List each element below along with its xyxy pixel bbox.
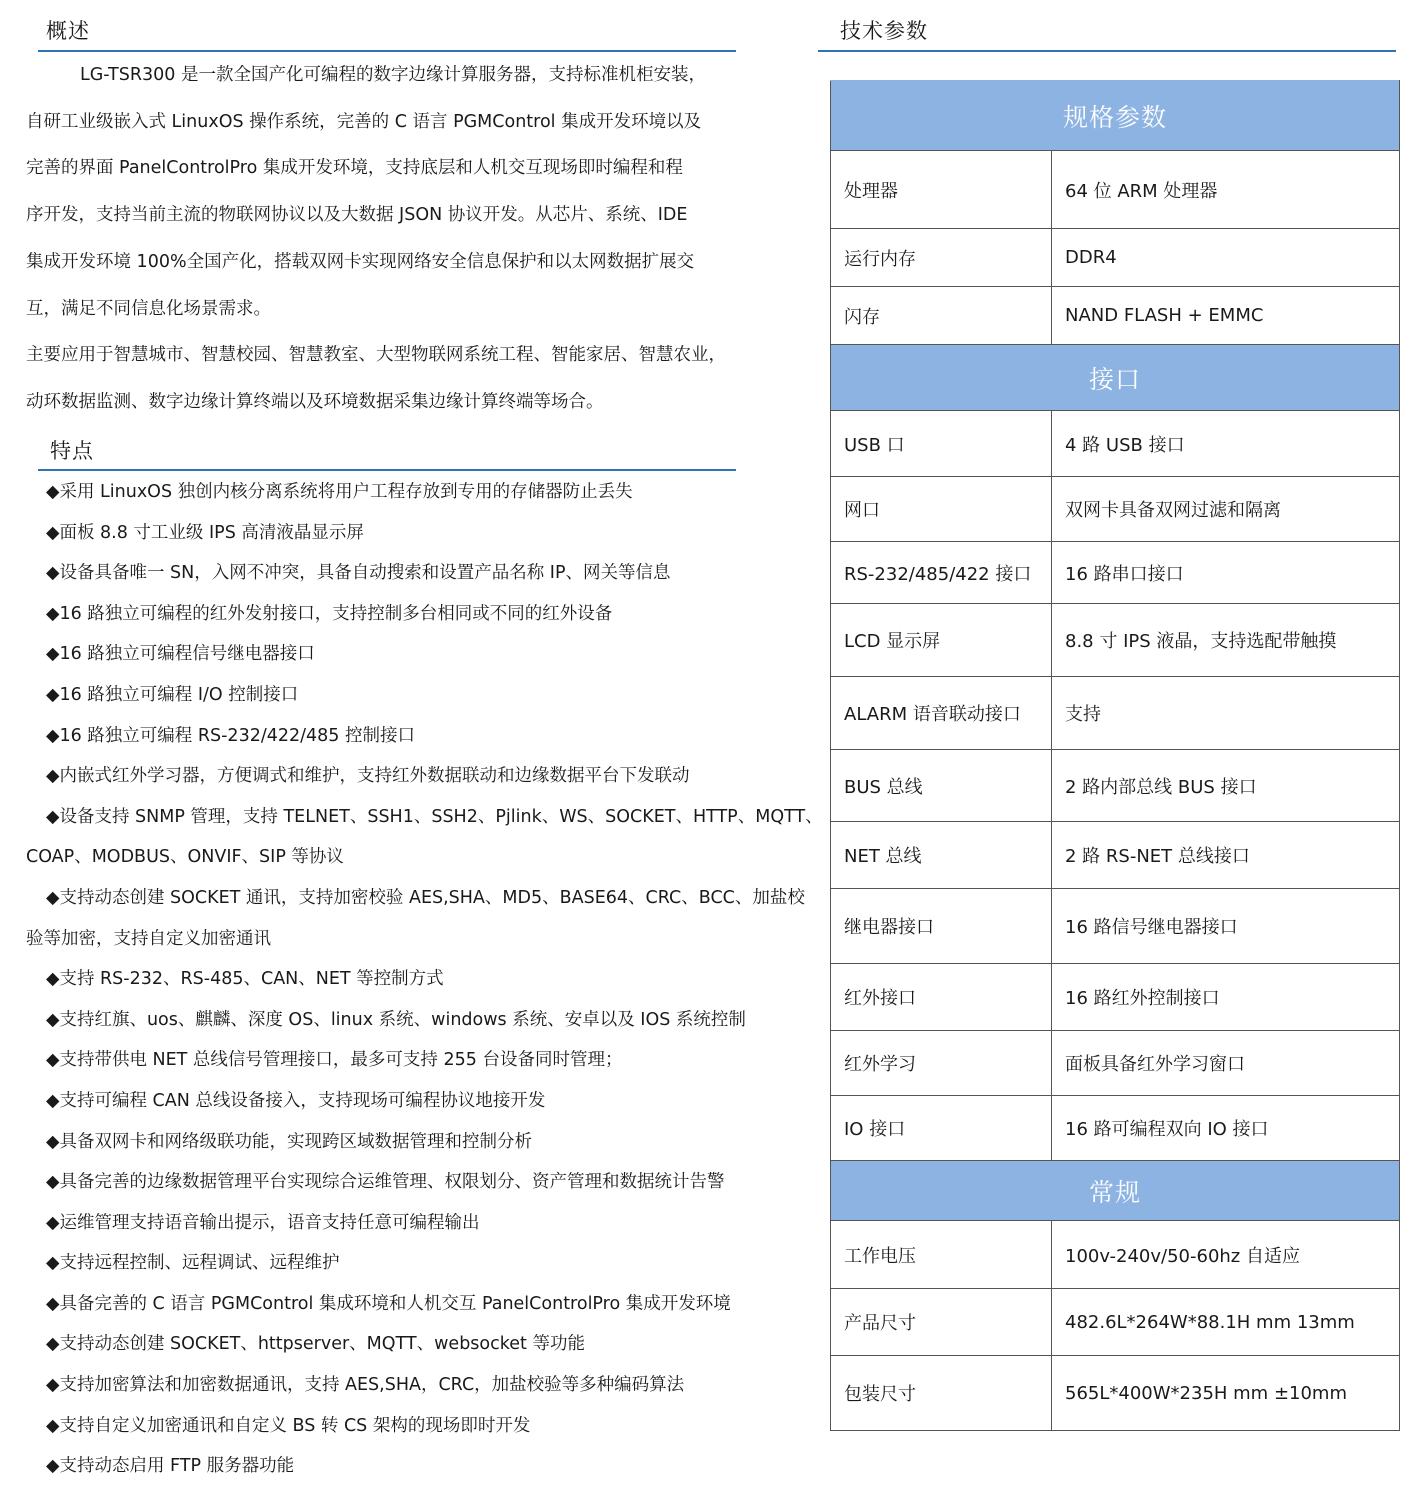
feature-item: ◆支持动态启用 FTP 服务器功能 bbox=[46, 1456, 295, 1477]
table-row bbox=[831, 889, 1400, 964]
param-value: 16 路串口接口 bbox=[1052, 542, 1400, 604]
table-row bbox=[831, 411, 1400, 477]
feature-item: ◆支持加密算法和加密数据通讯，支持 AES,SHA，CRC，加盐校验等多种编码算法 bbox=[46, 1375, 685, 1396]
feature-item: ◆支持 RS-232、RS-485、CAN、NET 等控制方式 bbox=[46, 969, 444, 990]
feature-item: ◆支持远程控制、远程调试、远程维护 bbox=[46, 1253, 340, 1274]
features-list bbox=[26, 472, 823, 1487]
param-name: ALARM 语音联动接口 bbox=[831, 677, 1052, 750]
overview-line: 自研工业级嵌入式 LinuxOS 操作系统，完善的 C 语言 PGMControl 集成开发环境以及 bbox=[26, 111, 702, 132]
param-name: USB 口 bbox=[831, 411, 1052, 477]
application-line: 动环数据监测、数字边缘计算终端以及环境数据采集边缘计算终端等场合。 bbox=[26, 391, 604, 412]
param-name: RS-232/485/422 接口 bbox=[831, 542, 1052, 604]
overview-line: 互，满足不同信息化场景需求。 bbox=[26, 298, 271, 319]
param-value: 100v-240v/50-60hz 自适应 bbox=[1052, 1221, 1400, 1289]
param-name: BUS 总线 bbox=[831, 750, 1052, 822]
table-row bbox=[831, 151, 1400, 229]
table-row bbox=[831, 542, 1400, 604]
feature-item: ◆支持可编程 CAN 总线设备接入，支持现场可编程协议地接开发 bbox=[46, 1090, 546, 1111]
table-row bbox=[831, 677, 1400, 750]
table-row bbox=[831, 1096, 1400, 1161]
param-value: 4 路 USB 接口 bbox=[1052, 411, 1400, 477]
param-value: 16 路可编程双向 IO 接口 bbox=[1052, 1096, 1400, 1161]
param-value: 8.8 寸 IPS 液晶，支持选配带触摸 bbox=[1052, 604, 1400, 677]
feature-item: ◆设备具备唯一 SN，入网不冲突，具备自动搜索和设置产品名称 IP、网关等信息 bbox=[46, 563, 671, 584]
param-name: 红外学习 bbox=[831, 1031, 1052, 1096]
param-value: 565L*400W*235H mm ±10mm bbox=[1052, 1356, 1400, 1431]
feature-item: ◆具备双网卡和网络级联功能，实现跨区域数据管理和控制分析 bbox=[46, 1131, 532, 1152]
spec-table bbox=[830, 80, 1400, 1431]
overview-paragraph bbox=[26, 52, 806, 426]
param-value: 2 路 RS-NET 总线接口 bbox=[1052, 822, 1400, 889]
param-name: NET 总线 bbox=[831, 822, 1052, 889]
param-value: 2 路内部总线 BUS 接口 bbox=[1052, 750, 1400, 822]
overview-line: LG-TSR300 是一款全国产化可编程的数字边缘计算服务器，支持标准机柜安装， bbox=[80, 65, 706, 85]
table-row bbox=[831, 750, 1400, 822]
table-row bbox=[831, 604, 1400, 677]
overview-line: 序开发，支持当前主流的物联网协议以及大数据 JSON 协议开发。从芯片、系统、IDE bbox=[26, 205, 688, 226]
param-value: 双网卡具备双网过滤和隔离 bbox=[1052, 477, 1400, 542]
table-row bbox=[831, 287, 1400, 345]
param-value: 64 位 ARM 处理器 bbox=[1052, 151, 1400, 229]
param-name: 运行内存 bbox=[831, 229, 1052, 287]
section-header-general: 常规 bbox=[831, 1161, 1400, 1221]
feature-item: ◆具备完善的边缘数据管理平台实现综合运维管理、权限划分、资产管理和数据统计告警 bbox=[46, 1172, 725, 1193]
table-row bbox=[831, 1289, 1400, 1356]
feature-item: ◆16 路独立可编程的红外发射接口，支持控制多台相同或不同的红外设备 bbox=[46, 603, 613, 624]
feature-item: ◆16 路独立可编程 RS-232/422/485 控制接口 bbox=[46, 725, 415, 746]
param-name: 产品尺寸 bbox=[831, 1289, 1052, 1356]
param-value: 16 路信号继电器接口 bbox=[1052, 889, 1400, 964]
param-name: LCD 显示屏 bbox=[831, 604, 1052, 677]
param-value: 支持 bbox=[1052, 677, 1400, 750]
param-name: 包装尺寸 bbox=[831, 1356, 1052, 1431]
feature-item: ◆16 路独立可编程信号继电器接口 bbox=[46, 644, 315, 665]
param-value: 面板具备红外学习窗口 bbox=[1052, 1031, 1400, 1096]
feature-item: ◆采用 LinuxOS 独创内核分离系统将用户工程存放到专用的存储器防止丢失 bbox=[46, 482, 633, 502]
feature-item: ◆16 路独立可编程 I/O 控制接口 bbox=[46, 684, 299, 705]
param-value: 16 路红外控制接口 bbox=[1052, 964, 1400, 1031]
feature-item: ◆支持动态创建 SOCKET 通讯，支持加密校验 AES,SHA、MD5、BASE64、CRC、BCC、加盐校 验等加密，支持自定义加密通讯 bbox=[26, 887, 805, 949]
section-header-row bbox=[831, 81, 1400, 151]
feature-item: ◆设备支持 SNMP 管理，支持 TELNET、SSH1、SSH2、Pjlink、WS、SOCKET、HTTP、MQTT、 COAP、MODBUS、ONVIF、SIP 等协议 bbox=[26, 806, 823, 868]
feature-item: ◆运维管理支持语音输出提示，语音支持任意可编程输出 bbox=[46, 1212, 480, 1233]
section-header-interface: 接口 bbox=[831, 345, 1400, 411]
overview-title: 概述 bbox=[46, 19, 90, 43]
table-row bbox=[831, 1356, 1400, 1431]
section-header-spec: 规格参数 bbox=[831, 81, 1400, 151]
table-row bbox=[831, 229, 1400, 287]
tech-title: 技术参数 bbox=[840, 19, 928, 43]
param-name: 继电器接口 bbox=[831, 889, 1052, 964]
param-value: 482.6L*264W*88.1H mm 13mm bbox=[1052, 1289, 1400, 1356]
feature-item: ◆支持红旗、uos、麒麟、深度 OS、linux 系统、windows 系统、安卓以及 IOS 系统控制 bbox=[46, 1009, 746, 1030]
application-line: 主要应用于智慧城市、智慧校园、智慧教室、大型物联网系统工程、智能家居、智慧农业， bbox=[26, 345, 726, 366]
param-name: 工作电压 bbox=[831, 1221, 1052, 1289]
table-row bbox=[831, 822, 1400, 889]
table-row bbox=[831, 1031, 1400, 1096]
param-value: NAND FLASH + EMMC bbox=[1052, 287, 1400, 345]
section-header-row bbox=[831, 345, 1400, 411]
param-name: 闪存 bbox=[831, 287, 1052, 345]
feature-item: ◆具备完善的 C 语言 PGMControl 集成环境和人机交互 PanelControlPro 集成开发环境 bbox=[46, 1293, 731, 1314]
features-title-rule bbox=[38, 469, 736, 471]
table-row bbox=[831, 1221, 1400, 1289]
tech-title-rule bbox=[818, 50, 1396, 52]
param-name: 网口 bbox=[831, 477, 1052, 542]
param-value: DDR4 bbox=[1052, 229, 1400, 287]
overview-line: 集成开发环境 100%全国产化，搭载双网卡实现网络安全信息保护和以太网数据扩展交 bbox=[26, 251, 695, 272]
param-name: IO 接口 bbox=[831, 1096, 1052, 1161]
table-row bbox=[831, 964, 1400, 1031]
feature-item: ◆内嵌式红外学习器，方便调式和维护，支持红外数据联动和边缘数据平台下发联动 bbox=[46, 766, 690, 787]
param-name: 红外接口 bbox=[831, 964, 1052, 1031]
features-title: 特点 bbox=[50, 439, 94, 463]
feature-item: ◆面板 8.8 寸工业级 IPS 高清液晶显示屏 bbox=[46, 522, 364, 543]
feature-item: ◆支持带供电 NET 总线信号管理接口，最多可支持 255 台设备同时管理； bbox=[46, 1050, 623, 1071]
section-header-row bbox=[831, 1161, 1400, 1221]
param-name: 处理器 bbox=[831, 151, 1052, 229]
feature-item: ◆支持动态创建 SOCKET、httpserver、MQTT、websocket 等功能 bbox=[46, 1334, 585, 1355]
table-row bbox=[831, 477, 1400, 542]
feature-item: ◆支持自定义加密通讯和自定义 BS 转 CS 架构的现场即时开发 bbox=[46, 1415, 531, 1436]
overview-line: 完善的界面 PanelControlPro 集成开发环境，支持底层和人机交互现场即时编程和程 bbox=[26, 158, 683, 179]
